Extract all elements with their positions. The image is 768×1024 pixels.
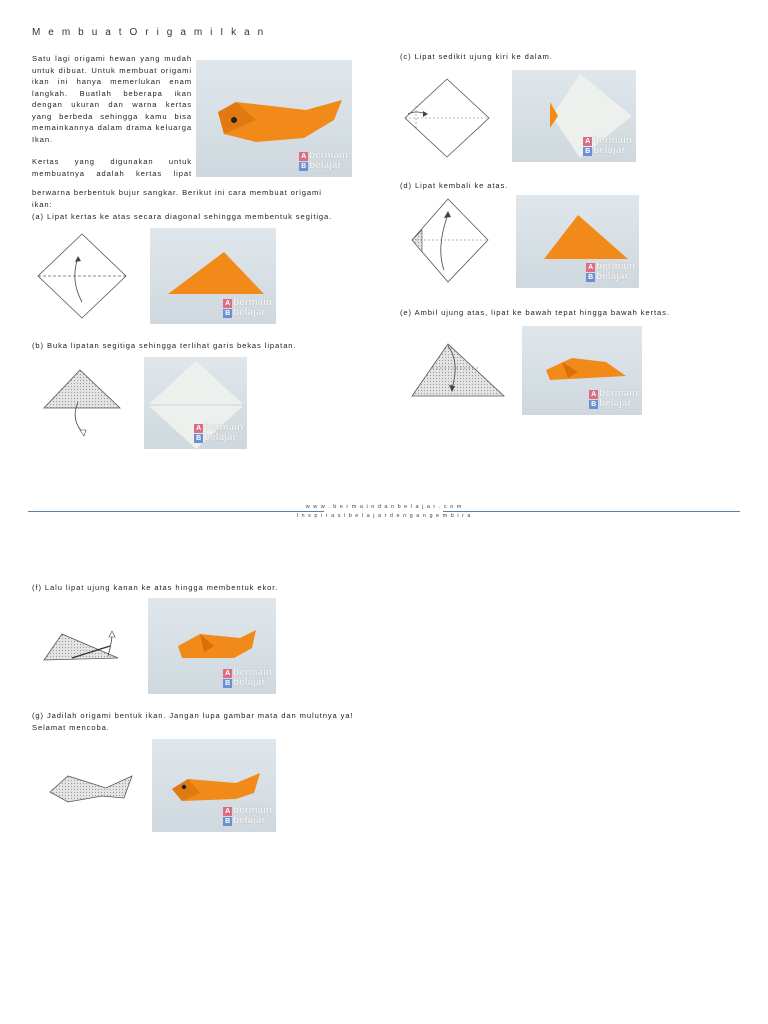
step-b-caption: (b) Buka lipatan segitiga sehingga terlihat garis bekas lipatan. — [32, 341, 297, 350]
step-g-diagram — [46, 770, 136, 806]
intro-text — [32, 53, 192, 179]
step-f-photo — [148, 598, 276, 694]
footer-url: w w w . b e r m a i n d a n b e l a j a r . c o m — [305, 504, 463, 510]
watermark-logo: A bermain B belajar — [225, 805, 272, 826]
step-e-caption: (e) Ambil ujung atas, lipat ke bawah tepat hingga bawah kertas. — [400, 308, 670, 317]
step-g-closing: Selamat mencoba. — [32, 723, 110, 732]
intro-paragraph-2-tail: berwarna berbentuk bujur sangkar. Berikut ini cara membuat origami ikan: — [32, 188, 322, 209]
intro-paragraph-1: Satu lagi origami hewan yang mudah untuk dibuat. Untuk membuat origami ikan ini hanya memerlukan enam langkah. Buatlah beberapa ikan dengan ukuran dan warna kertas yang berbeda sehingga kamu bisa memainkannya dalam drama keluarga Ikan. — [32, 54, 192, 144]
step-f-diagram — [40, 628, 126, 666]
step-a-photo — [150, 228, 276, 324]
step-b-photo — [144, 357, 247, 449]
step-b-diagram — [40, 364, 124, 442]
step-c-diagram — [402, 76, 492, 160]
footer-rule-left — [28, 511, 324, 512]
step-a-caption: (a) Lipat kertas ke atas secara diagonal sehingga membentuk segitiga. — [32, 212, 333, 221]
step-e-diagram — [408, 338, 508, 400]
step-f-caption: (f) Lalu lipat ujung kanan ke atas hingga membentuk ekor. — [32, 583, 279, 592]
watermark-logo: A bermain B belajar — [591, 388, 638, 409]
step-d-diagram — [408, 196, 492, 288]
step-a-diagram — [34, 230, 130, 322]
page-title: M e m b u a t O r i g a m i I k a n — [32, 27, 266, 38]
step-d-caption: (d) Lipat kembali ke atas. — [400, 181, 509, 190]
step-g-caption: (g) Jadilah origami bentuk ikan. Jangan lupa gambar mata dan mulutnya ya! — [32, 711, 354, 720]
step-d-photo — [516, 195, 639, 288]
step-g-photo — [152, 739, 276, 832]
watermark-logo: A bermain B belajar — [585, 135, 632, 156]
footer-rule-right — [443, 511, 740, 512]
step-c-photo — [512, 70, 636, 162]
step-c-caption: (c) Lipat sedikit ujung kiri ke dalam. — [400, 52, 553, 61]
watermark-logo: A bermain B belajar — [225, 297, 272, 318]
watermark-logo: A bermain B belajar — [588, 261, 635, 282]
hero-fish-photo — [196, 60, 352, 177]
intro-paragraph-2: Kertas yang digunakan untuk membuatnya adalah kertas lipat — [32, 157, 192, 178]
watermark-logo: A bermain B belajar — [225, 667, 272, 688]
watermark-logo: A bermain B belajar — [196, 422, 243, 443]
step-e-photo — [522, 326, 642, 415]
watermark-logo: A bermain B belajar — [301, 150, 348, 171]
footer-tagline: I n s p i r a s i b e l a j a r d e n g a n g e m b i r a — [296, 513, 472, 519]
